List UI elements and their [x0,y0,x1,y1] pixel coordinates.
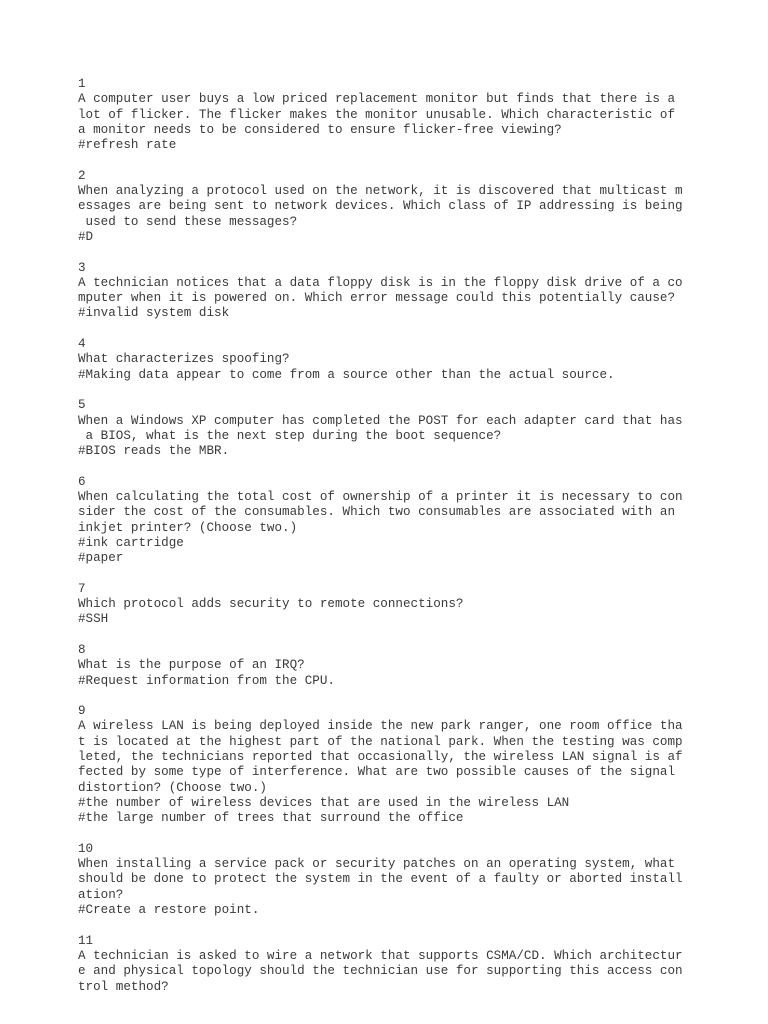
question-number: 9 [78,704,86,719]
question-block [78,934,718,995]
question-number: 11 [78,933,94,948]
question-number: 3 [78,260,86,275]
question-block [78,582,718,628]
question-text-line: trol method? [78,979,169,994]
answer-line: #SSH [78,612,109,627]
answer-line: #D [78,229,94,244]
question-block [78,337,718,383]
question-text-line: What characterizes spoofing? [78,352,290,367]
question-block [78,261,718,322]
question-text-line: A technician notices that a data floppy disk is in the floppy disk drive of a co [78,275,683,290]
answer-line: #paper [78,551,124,566]
question-text-line: When analyzing a protocol used on the network, it is discovered that multicast m [78,184,683,199]
question-text-line: e and physical topology should the technician use for supporting this access con [78,964,683,979]
question-text-line: sider the cost of the consumables. Which two consumables are associated with an [78,505,676,520]
question-text-line: A technician is asked to wire a network that supports CSMA/CD. Which architectur [78,948,683,963]
question-number: 5 [78,398,86,413]
question-number: 6 [78,474,86,489]
question-block [78,704,718,826]
question-number: 4 [78,337,86,352]
question-text-line: lot of flicker. The flicker makes the monitor unusable. Which characteristic of [78,107,676,122]
question-block [78,169,718,245]
question-number: 1 [78,77,86,91]
answer-line: #Making data appear to come from a source other than the actual source. [78,367,615,382]
question-number: 10 [78,841,94,856]
question-text-line: mputer when it is powered on. Which error message could this potentially cause? [78,291,676,306]
question-text-line: A wireless LAN is being deployed inside the new park ranger, one room office tha [78,719,683,734]
question-text-line: When installing a service pack or security patches on an operating system, what [78,857,676,872]
question-text-line: a BIOS, what is the next step during the boot sequence? [78,428,502,443]
answer-line: #the number of wireless devices that are used in the wireless LAN [78,795,570,810]
answer-line: #Request information from the CPU. [78,673,335,688]
question-text-line: What is the purpose of an IRQ? [78,658,305,673]
question-text-line: leted, the technicians reported that occasionally, the wireless LAN signal is af [78,750,683,765]
question-text-line: fected by some type of interference. What are two possible causes of the signal [78,765,676,780]
question-text-line: used to send these messages? [78,214,298,229]
answer-line: #refresh rate [78,138,177,153]
answer-line: #ink cartridge [78,535,184,550]
answer-line: #invalid system disk [78,306,230,321]
question-text-line: inkjet printer? (Choose two.) [78,520,298,535]
question-block [78,77,718,153]
question-text-line: When calculating the total cost of ownership of a printer it is necessary to con [78,490,683,505]
question-block [78,475,718,567]
question-text-line: When a Windows XP computer has completed the POST for each adapter card that has [78,413,683,428]
answer-line: #BIOS reads the MBR. [78,444,230,459]
question-text-line: distortion? (Choose two.) [78,780,267,795]
question-block [78,398,718,459]
question-number: 7 [78,581,86,596]
question-text-line: essages are being sent to network devices. Which class of IP addressing is being [78,199,683,214]
answer-line: #Create a restore point. [78,903,260,918]
question-text-line: t is located at the highest part of the national park. When the testing was comp [78,734,683,749]
question-number: 8 [78,642,86,657]
question-number: 2 [78,168,86,183]
question-text-line: a monitor needs to be considered to ensure flicker-free viewing? [78,122,562,137]
question-block [78,842,718,918]
question-text-line: ation? [78,887,124,902]
answer-line: #the large number of trees that surround the office [78,811,464,826]
question-text-line: Which protocol adds security to remote connections? [78,597,464,612]
question-block [78,643,718,689]
question-text-line: A computer user buys a low priced replacement monitor but finds that there is a [78,92,676,107]
document-body [78,77,718,1010]
question-text-line: should be done to protect the system in the event of a faulty or aborted install [78,872,683,887]
